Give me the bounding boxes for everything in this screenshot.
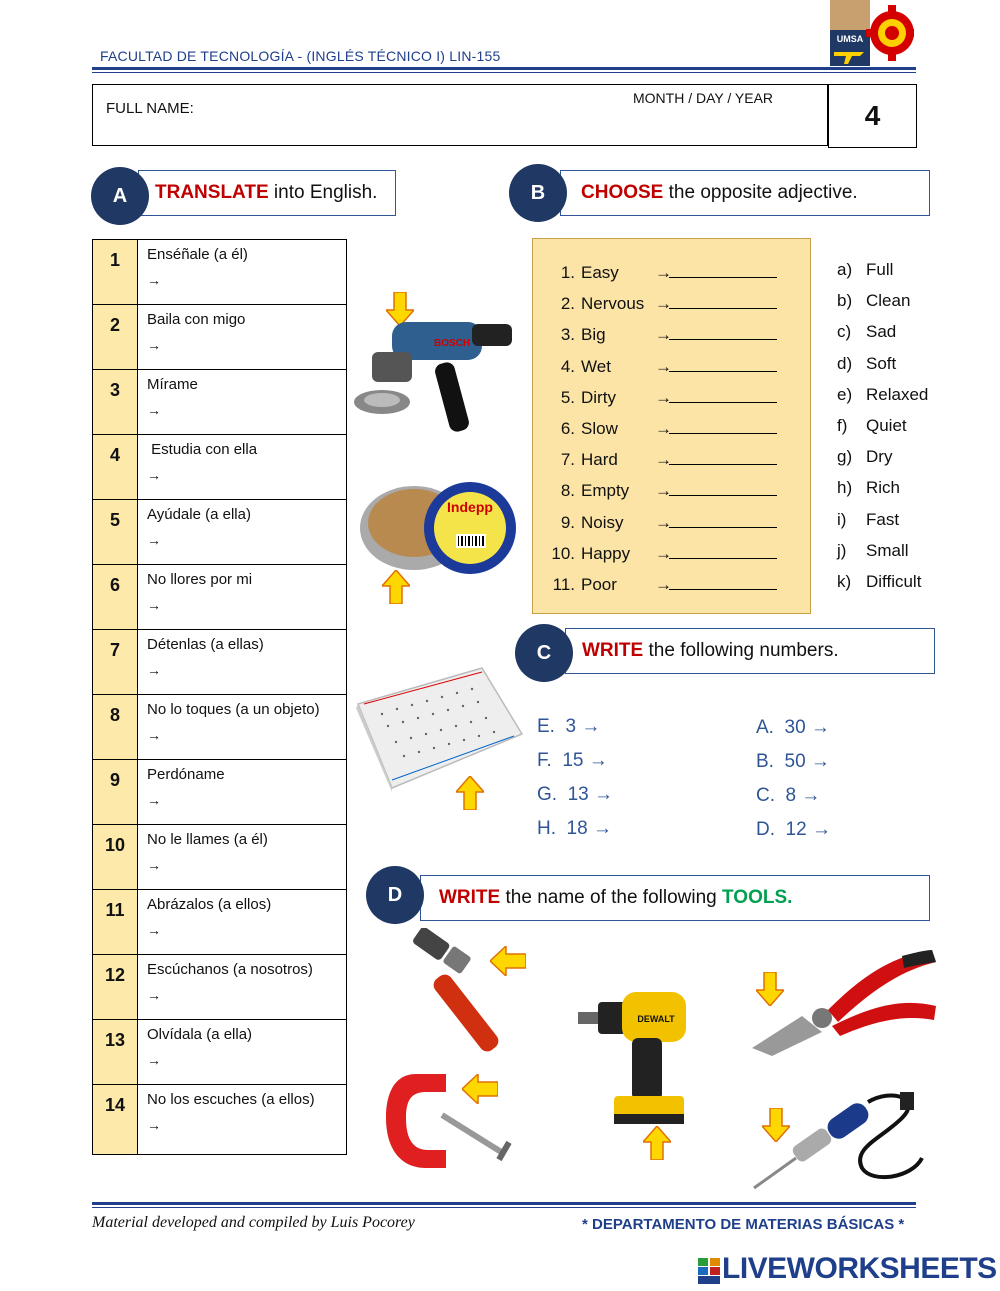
- answer-arrow-icon: →: [147, 402, 161, 418]
- grinder-brand: BOSCH: [434, 338, 471, 349]
- answer-arrow-icon: →: [147, 467, 161, 483]
- section-d-header: [420, 875, 930, 921]
- option-item: [837, 441, 928, 472]
- answer-blank[interactable]: [669, 319, 777, 340]
- number-item[interactable]: D. 12 →: [756, 819, 831, 840]
- right-arrow-icon: →: [655, 263, 672, 282]
- translate-row: [93, 955, 347, 1020]
- translate-row-number: 7: [93, 630, 138, 695]
- right-arrow-icon: →: [655, 387, 672, 407]
- header-rule: [92, 67, 916, 70]
- spanish-phrase: No los escuches (a ellos): [147, 1091, 315, 1108]
- option-item: [837, 504, 928, 535]
- spanish-phrase: Abrázalos (a ellos): [147, 896, 272, 913]
- answer-arrow-icon: →: [147, 792, 161, 808]
- option-letter: i): [837, 509, 847, 529]
- adjective-word: Dirty: [581, 387, 616, 407]
- answer-arrow-icon: →: [147, 597, 161, 613]
- translate-answer-cell[interactable]: [138, 565, 347, 630]
- translate-row-number: 14: [93, 1085, 138, 1155]
- option-item: [837, 535, 928, 566]
- translate-row-number: 9: [93, 760, 138, 825]
- right-arrow-icon: →: [655, 356, 672, 376]
- translate-row: [93, 760, 347, 825]
- option-word: Relaxed: [866, 384, 929, 404]
- answer-arrow-icon: →: [147, 532, 161, 548]
- translate-answer-cell[interactable]: [138, 370, 347, 435]
- translate-row-number: 2: [93, 305, 138, 370]
- option-letter: h): [837, 478, 853, 498]
- spanish-phrase: Ayúdale (a ella): [147, 506, 251, 523]
- answer-blank[interactable]: [669, 382, 777, 403]
- section-b-header: [560, 170, 930, 216]
- option-letter: g): [837, 447, 853, 467]
- translate-row: [93, 435, 347, 500]
- adjective-word: Happy: [581, 543, 631, 563]
- answer-blank[interactable]: [669, 475, 777, 496]
- footer-credit: Material developed and compiled by Luis Pocorey: [92, 1214, 415, 1231]
- answer-arrow-icon: →: [147, 272, 161, 288]
- option-letter: k): [837, 571, 852, 591]
- adjective-number: 8.: [560, 481, 575, 501]
- option-letter: e): [837, 384, 853, 404]
- section-b-keyword: CHOOSE: [581, 182, 664, 203]
- cordless-drill-image: [578, 984, 694, 1128]
- answer-arrow-icon: →: [147, 987, 161, 1003]
- translate-row-number: 6: [93, 565, 138, 630]
- drill-brand: DEWALT: [637, 1014, 675, 1024]
- adjective-number: 4.: [560, 356, 575, 376]
- spanish-phrase: Estudia con ella: [147, 441, 258, 458]
- adjective-item: [547, 257, 777, 288]
- spanish-phrase: Enséñale (a él): [147, 246, 248, 263]
- translate-row: [93, 825, 347, 890]
- number-item[interactable]: B. 50 →: [756, 751, 830, 772]
- c-clamp-image: [386, 1068, 522, 1176]
- answer-blank[interactable]: [669, 444, 777, 465]
- number-item[interactable]: C. 8 →: [756, 785, 821, 806]
- spanish-phrase: Olvídala (a ella): [147, 1026, 253, 1043]
- adjective-number: 9.: [560, 512, 575, 532]
- adjective-word: Poor: [581, 574, 617, 594]
- option-word: Rich: [866, 478, 901, 498]
- option-item: [837, 316, 928, 347]
- option-item: [837, 285, 928, 316]
- down-arrow-icon: [762, 1108, 790, 1142]
- answer-arrow-icon: →: [147, 727, 161, 743]
- adjective-word: Nervous: [581, 294, 645, 314]
- spanish-phrase: Escúchanos (a nosotros): [147, 961, 313, 978]
- option-item: [837, 410, 928, 441]
- answer-blank[interactable]: [669, 538, 777, 559]
- translate-row: [93, 890, 347, 955]
- translate-row-number: 12: [93, 955, 138, 1020]
- option-letter: f): [837, 415, 848, 435]
- translate-row: [93, 630, 347, 695]
- adjective-item: [547, 382, 777, 413]
- option-item: [837, 254, 928, 285]
- translate-row-number: 11: [93, 890, 138, 955]
- answer-arrow-icon: →: [147, 1117, 161, 1133]
- translate-row-number: 5: [93, 500, 138, 565]
- number-item[interactable]: H. 18 →: [537, 818, 612, 839]
- option-letter: a): [837, 260, 853, 279]
- angle-grinder-image: [352, 302, 520, 444]
- solder-paste-image: [358, 468, 518, 578]
- translate-row-number: 1: [93, 240, 138, 305]
- worksheet-number: 4: [828, 84, 917, 148]
- spanish-phrase: No llores por mi: [147, 571, 253, 588]
- option-word: Fast: [866, 509, 900, 529]
- right-arrow-icon: →: [655, 450, 672, 470]
- translate-row: [93, 695, 347, 760]
- section-a-badge: A: [91, 167, 149, 225]
- answer-arrow-icon: →: [147, 922, 161, 938]
- option-word: Small: [866, 540, 909, 560]
- adjective-item: [547, 475, 777, 506]
- translate-row-number: 4: [93, 435, 138, 500]
- logo-text: UMSA: [836, 34, 864, 44]
- adjective-word: Wet: [581, 356, 611, 376]
- up-arrow-icon: [643, 1126, 671, 1160]
- option-item: [837, 472, 928, 503]
- answer-arrow-icon: →: [147, 1052, 161, 1068]
- option-letter: j): [837, 540, 847, 560]
- option-item: [837, 566, 928, 597]
- liveworksheets-logo-icon: [698, 1258, 720, 1284]
- spanish-phrase: No le llames (a él): [147, 831, 268, 848]
- translate-answer-cell[interactable]: [138, 1020, 347, 1085]
- section-d-keyword-tools: TOOLS.: [722, 887, 793, 908]
- adjective-word: Easy: [581, 263, 619, 282]
- answer-arrow-icon: →: [147, 662, 161, 678]
- translate-row-number: 10: [93, 825, 138, 890]
- right-arrow-icon: →: [655, 418, 672, 438]
- adjective-number: 1.: [560, 263, 575, 282]
- opposite-options: [837, 254, 928, 597]
- footer-rule: [92, 1202, 916, 1205]
- liveworksheets-brand: LIVEWORKSHEETS: [722, 1252, 997, 1285]
- option-word: Soft: [866, 353, 897, 373]
- left-arrow-icon: [462, 1074, 498, 1104]
- translate-answer-cell[interactable]: [138, 695, 347, 760]
- answer-blank[interactable]: [669, 257, 777, 278]
- right-arrow-icon: →: [655, 543, 672, 563]
- right-arrow-icon: →: [655, 574, 672, 594]
- adjective-item: [547, 538, 777, 569]
- adjective-word: Hard: [581, 450, 618, 470]
- adjective-word: Slow: [581, 418, 618, 438]
- right-arrow-icon: →: [655, 325, 672, 345]
- right-arrow-icon: →: [655, 481, 672, 501]
- section-c-header: [565, 628, 935, 674]
- numbers-left-column: [537, 710, 613, 846]
- section-b-badge: B: [509, 164, 567, 222]
- translate-table: [92, 239, 347, 1155]
- translate-row: [93, 305, 347, 370]
- answer-arrow-icon: →: [147, 857, 161, 873]
- option-word: Clean: [866, 291, 911, 311]
- translate-row-number: 8: [93, 695, 138, 760]
- section-c-instruction: the following numbers.: [643, 640, 839, 661]
- right-arrow-icon: →: [655, 294, 672, 314]
- translate-answer-cell[interactable]: [138, 760, 347, 825]
- option-word: Full: [866, 260, 894, 279]
- footer-department: * DEPARTAMENTO DE MATERIAS BÁSICAS *: [582, 1216, 905, 1233]
- answer-arrow-icon: →: [147, 337, 161, 353]
- number-item[interactable]: A. 30 →: [756, 717, 830, 738]
- section-a-keyword: TRANSLATE: [155, 182, 269, 203]
- adjective-number: 11.: [552, 574, 575, 594]
- translate-row: [93, 240, 347, 305]
- section-a-header: [138, 170, 396, 216]
- translate-answer-cell[interactable]: [138, 955, 347, 1020]
- breadboard-image: [352, 664, 526, 792]
- translate-row: [93, 1085, 347, 1155]
- adjective-item: [547, 507, 777, 538]
- answer-blank[interactable]: [669, 507, 777, 528]
- answer-blank[interactable]: [669, 351, 777, 372]
- section-c-keyword: WRITE: [582, 640, 644, 661]
- adjectives-panel: [532, 238, 811, 614]
- section-c-badge: C: [515, 624, 573, 682]
- translate-row: [93, 500, 347, 565]
- up-arrow-icon: [456, 776, 484, 810]
- right-arrow-icon: →: [655, 512, 672, 532]
- section-a-instruction: into English.: [268, 182, 378, 203]
- translate-answer-cell[interactable]: [138, 1085, 347, 1155]
- numbers-right-column: [756, 711, 831, 847]
- option-item: [837, 379, 928, 410]
- date-label: MONTH / DAY / YEAR: [633, 90, 774, 106]
- spanish-phrase: Baila con migo: [147, 311, 246, 328]
- translate-answer-cell[interactable]: [138, 305, 347, 370]
- university-logo: [830, 0, 914, 66]
- adjective-item: [547, 413, 777, 444]
- adjective-word: Noisy: [581, 512, 624, 532]
- adjective-item: [547, 319, 777, 350]
- option-letter: d): [837, 353, 853, 373]
- section-d-badge: D: [366, 866, 424, 924]
- adjective-number: 5.: [560, 387, 575, 407]
- adjective-item: [547, 288, 777, 319]
- translate-answer-cell[interactable]: [138, 435, 347, 500]
- adjective-number: 2.: [560, 294, 575, 314]
- adjective-number: 10.: [551, 543, 575, 563]
- translate-answer-cell[interactable]: [138, 630, 347, 695]
- section-d-keyword: WRITE: [439, 887, 501, 908]
- adjective-item: [547, 569, 777, 600]
- translate-row: [93, 565, 347, 630]
- option-word: Difficult: [866, 571, 922, 591]
- answer-blank[interactable]: [669, 288, 777, 309]
- translate-row: [93, 1020, 347, 1085]
- spanish-phrase: Détenlas (a ellas): [147, 636, 264, 653]
- answer-blank[interactable]: [669, 569, 777, 590]
- translate-answer-cell[interactable]: [138, 500, 347, 565]
- translate-answer-cell[interactable]: [138, 240, 347, 305]
- option-letter: c): [837, 322, 852, 342]
- spanish-phrase: Perdóname: [147, 766, 225, 783]
- adjective-word: Empty: [581, 481, 630, 501]
- adjective-item: [547, 444, 777, 475]
- full-name-label: FULL NAME:: [106, 100, 194, 117]
- adjective-item: [547, 351, 777, 382]
- adjective-number: 3.: [560, 325, 575, 345]
- translate-row: [93, 370, 347, 435]
- header-rule-thin: [92, 72, 916, 73]
- down-arrow-icon: [756, 972, 784, 1006]
- spanish-phrase: No lo toques (a un objeto): [147, 701, 320, 718]
- option-letter: b): [837, 291, 853, 311]
- option-item: [837, 348, 928, 379]
- paste-brand: Indepp: [447, 499, 493, 515]
- section-b-instruction: the opposite adjective.: [663, 182, 858, 203]
- adjective-word: Big: [581, 325, 606, 345]
- adjective-number: 7.: [560, 450, 575, 470]
- number-item[interactable]: G. 13 →: [537, 784, 614, 805]
- section-d-instruction: the name of the following: [500, 887, 723, 908]
- option-word: Quiet: [866, 415, 907, 435]
- left-arrow-icon: [490, 946, 526, 976]
- footer-rule-thin: [92, 1207, 916, 1208]
- option-word: Sad: [866, 322, 897, 342]
- answer-blank[interactable]: [669, 413, 777, 434]
- number-item[interactable]: E. 3 →: [537, 716, 601, 737]
- translate-answer-cell[interactable]: [138, 825, 347, 890]
- adjective-number: 6.: [560, 418, 575, 438]
- spanish-phrase: Mírame: [147, 376, 198, 393]
- translate-row-number: 3: [93, 370, 138, 435]
- translate-answer-cell[interactable]: [138, 890, 347, 955]
- translate-row-number: 13: [93, 1020, 138, 1085]
- option-word: Dry: [866, 447, 893, 467]
- up-arrow-icon: [382, 570, 410, 604]
- header-title: FACULTAD DE TECNOLOGÍA - (INGLÉS TÉCNICO I) LIN-155: [100, 48, 501, 64]
- number-item[interactable]: F. 15 →: [537, 750, 608, 771]
